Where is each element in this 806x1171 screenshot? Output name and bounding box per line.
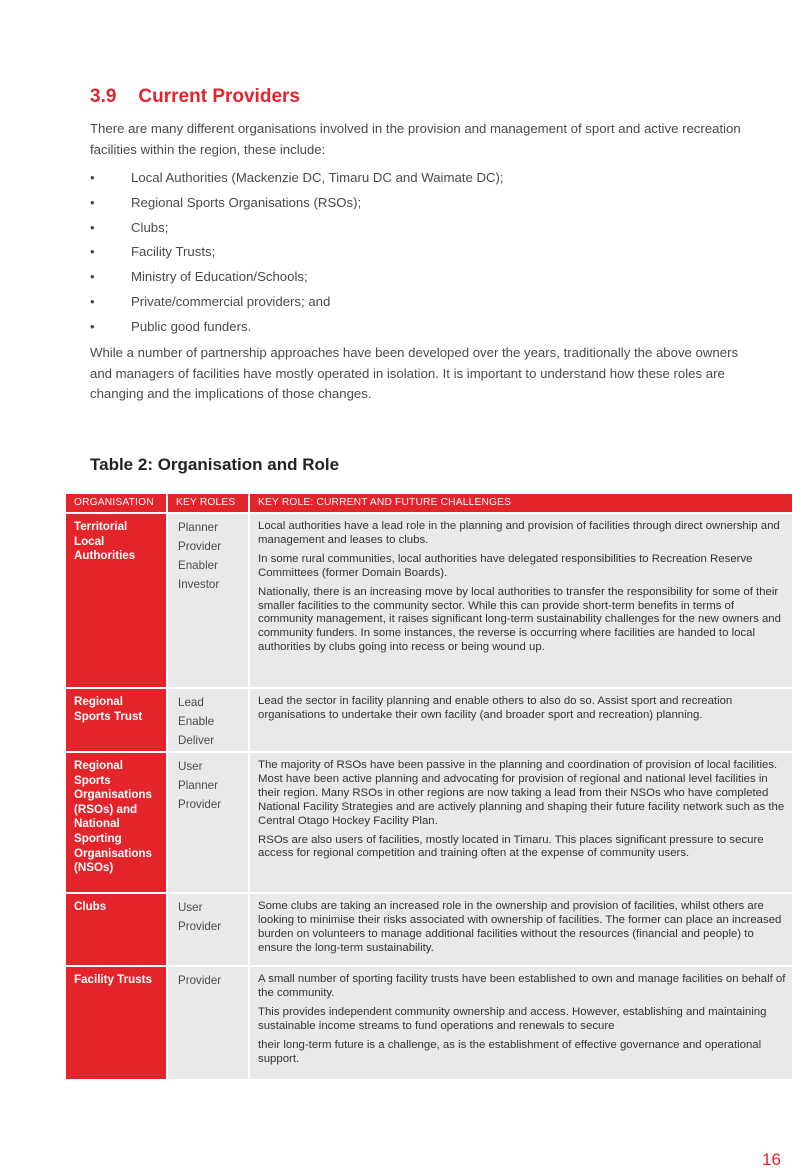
list-item: • Local Authorities (Mackenzie DC, Timaru DC and Waimate DC); — [90, 170, 504, 185]
organisation-cell: Regional Sports Organisations (RSOs) and National Sporting Organisations (NSOs) — [66, 753, 168, 892]
table-header-row — [66, 494, 792, 512]
header-challenges: KEY ROLE: CURRENT AND FUTURE CHALLENGES — [258, 497, 512, 508]
challenges-cell: A small number of sporting facility trusts have been established to own and manage facilities on behalf of the community. This provides independent community ownership and access. However, establishing and maintaining sustainable income streams to fund operations and renewals to secure their long-term future is a challenge, as is the establishment of effective governance and operational support. — [250, 967, 792, 1079]
roles-cell: User Planner Provider — [168, 753, 250, 892]
table-row — [66, 687, 792, 751]
organisation-cell: Clubs — [66, 894, 168, 965]
challenges-cell: The majority of RSOs have been passive in the planning and coordination of provision of local facilities. Most have been active planning and advocating for provision of regional and national level facilities in their region. Many RSOs in other regions are now taking a lead from their NSOs who have completed National Facility Strategies and are actively planning and shaping their future facility network such as the Central Otago Hockey Facility Plan. RSOs are also users of facilities, mostly located in Timaru. This places significant pressure to secure access for regional competition and training often at the expense of community users. — [250, 753, 792, 892]
intro-paragraph: There are many different organisations involved in the provision and management of sport and active recreation facilities within the region, these include: — [90, 121, 741, 157]
list-item: • Ministry of Education/Schools; — [90, 269, 308, 285]
list-item: • Public good funders. — [90, 318, 252, 334]
roles-cell: Planner Provider Enabler Investor — [168, 514, 250, 687]
organisation-cell: Facility Trusts — [66, 967, 168, 1079]
challenges-cell: Lead the sector in facility planning and enable others to also do so. Assist sport and recreation organisations to undertake their own facility (and broader sport and recreation) planning. — [250, 689, 792, 751]
challenges-cell: Some clubs are taking an increased role in the ownership and provision of facilities, whilst others are looking to minimise their risks associated with ownership of facilities. The former can place an increased burden on volunteers to manage additional facilities without the resources (financial and people) to ensure the long-term sustainability. — [250, 894, 792, 965]
table-row — [66, 751, 792, 892]
table-row — [66, 512, 792, 687]
section-title: Current Providers — [138, 86, 300, 107]
provider-list — [90, 168, 504, 342]
table-row — [66, 965, 792, 1079]
organisation-role-table — [66, 494, 792, 1079]
organisation-cell: Territorial Local Authorities — [66, 514, 168, 687]
table-title: Table 2: Organisation and Role — [90, 455, 340, 474]
list-item: • Facility Trusts; — [90, 244, 216, 260]
roles-cell: User Provider — [168, 894, 250, 965]
list-item: • Regional Sports Organisations (RSOs); — [90, 194, 362, 210]
header-organisation: ORGANISATION — [66, 494, 168, 512]
organisation-cell: Regional Sports Trust — [66, 689, 168, 751]
table-row — [66, 892, 792, 965]
header-key-roles: KEY ROLES — [168, 494, 250, 512]
section-heading — [90, 86, 300, 108]
section-number: 3.9 — [90, 86, 117, 107]
page-number: 16 — [762, 1150, 781, 1169]
roles-cell: Provider — [168, 967, 250, 1079]
closing-paragraph: While a number of partnership approaches have been developed over the years, traditionally the above owners and managers of facilities have mostly operated in isolation. It is important to understand how these roles are changing and the implications of those changes. — [90, 345, 739, 401]
list-item: • Private/commercial providers; and — [90, 293, 331, 309]
challenges-cell: Local authorities have a lead role in the planning and provision of facilities through direct ownership and management and leases to clubs. In some rural communities, local authorities have delegated responsibilities to Recreation Reserve Committees (former Domain Boards). Nationally, there is an increasing move by local authorities to transfer the responsibility for some of their smaller facilities to the community sector. While this can provide short-term benefits in terms of community management, it raises significant long-term sustainability challenges for the new owners and community funders. In some instances, the reverse is occurring where facilities are handed to local authorities by clubs going into recess or being wound up. — [250, 514, 792, 687]
list-item: • Clubs; — [90, 219, 169, 235]
roles-cell: Lead Enable Deliver — [168, 689, 250, 751]
